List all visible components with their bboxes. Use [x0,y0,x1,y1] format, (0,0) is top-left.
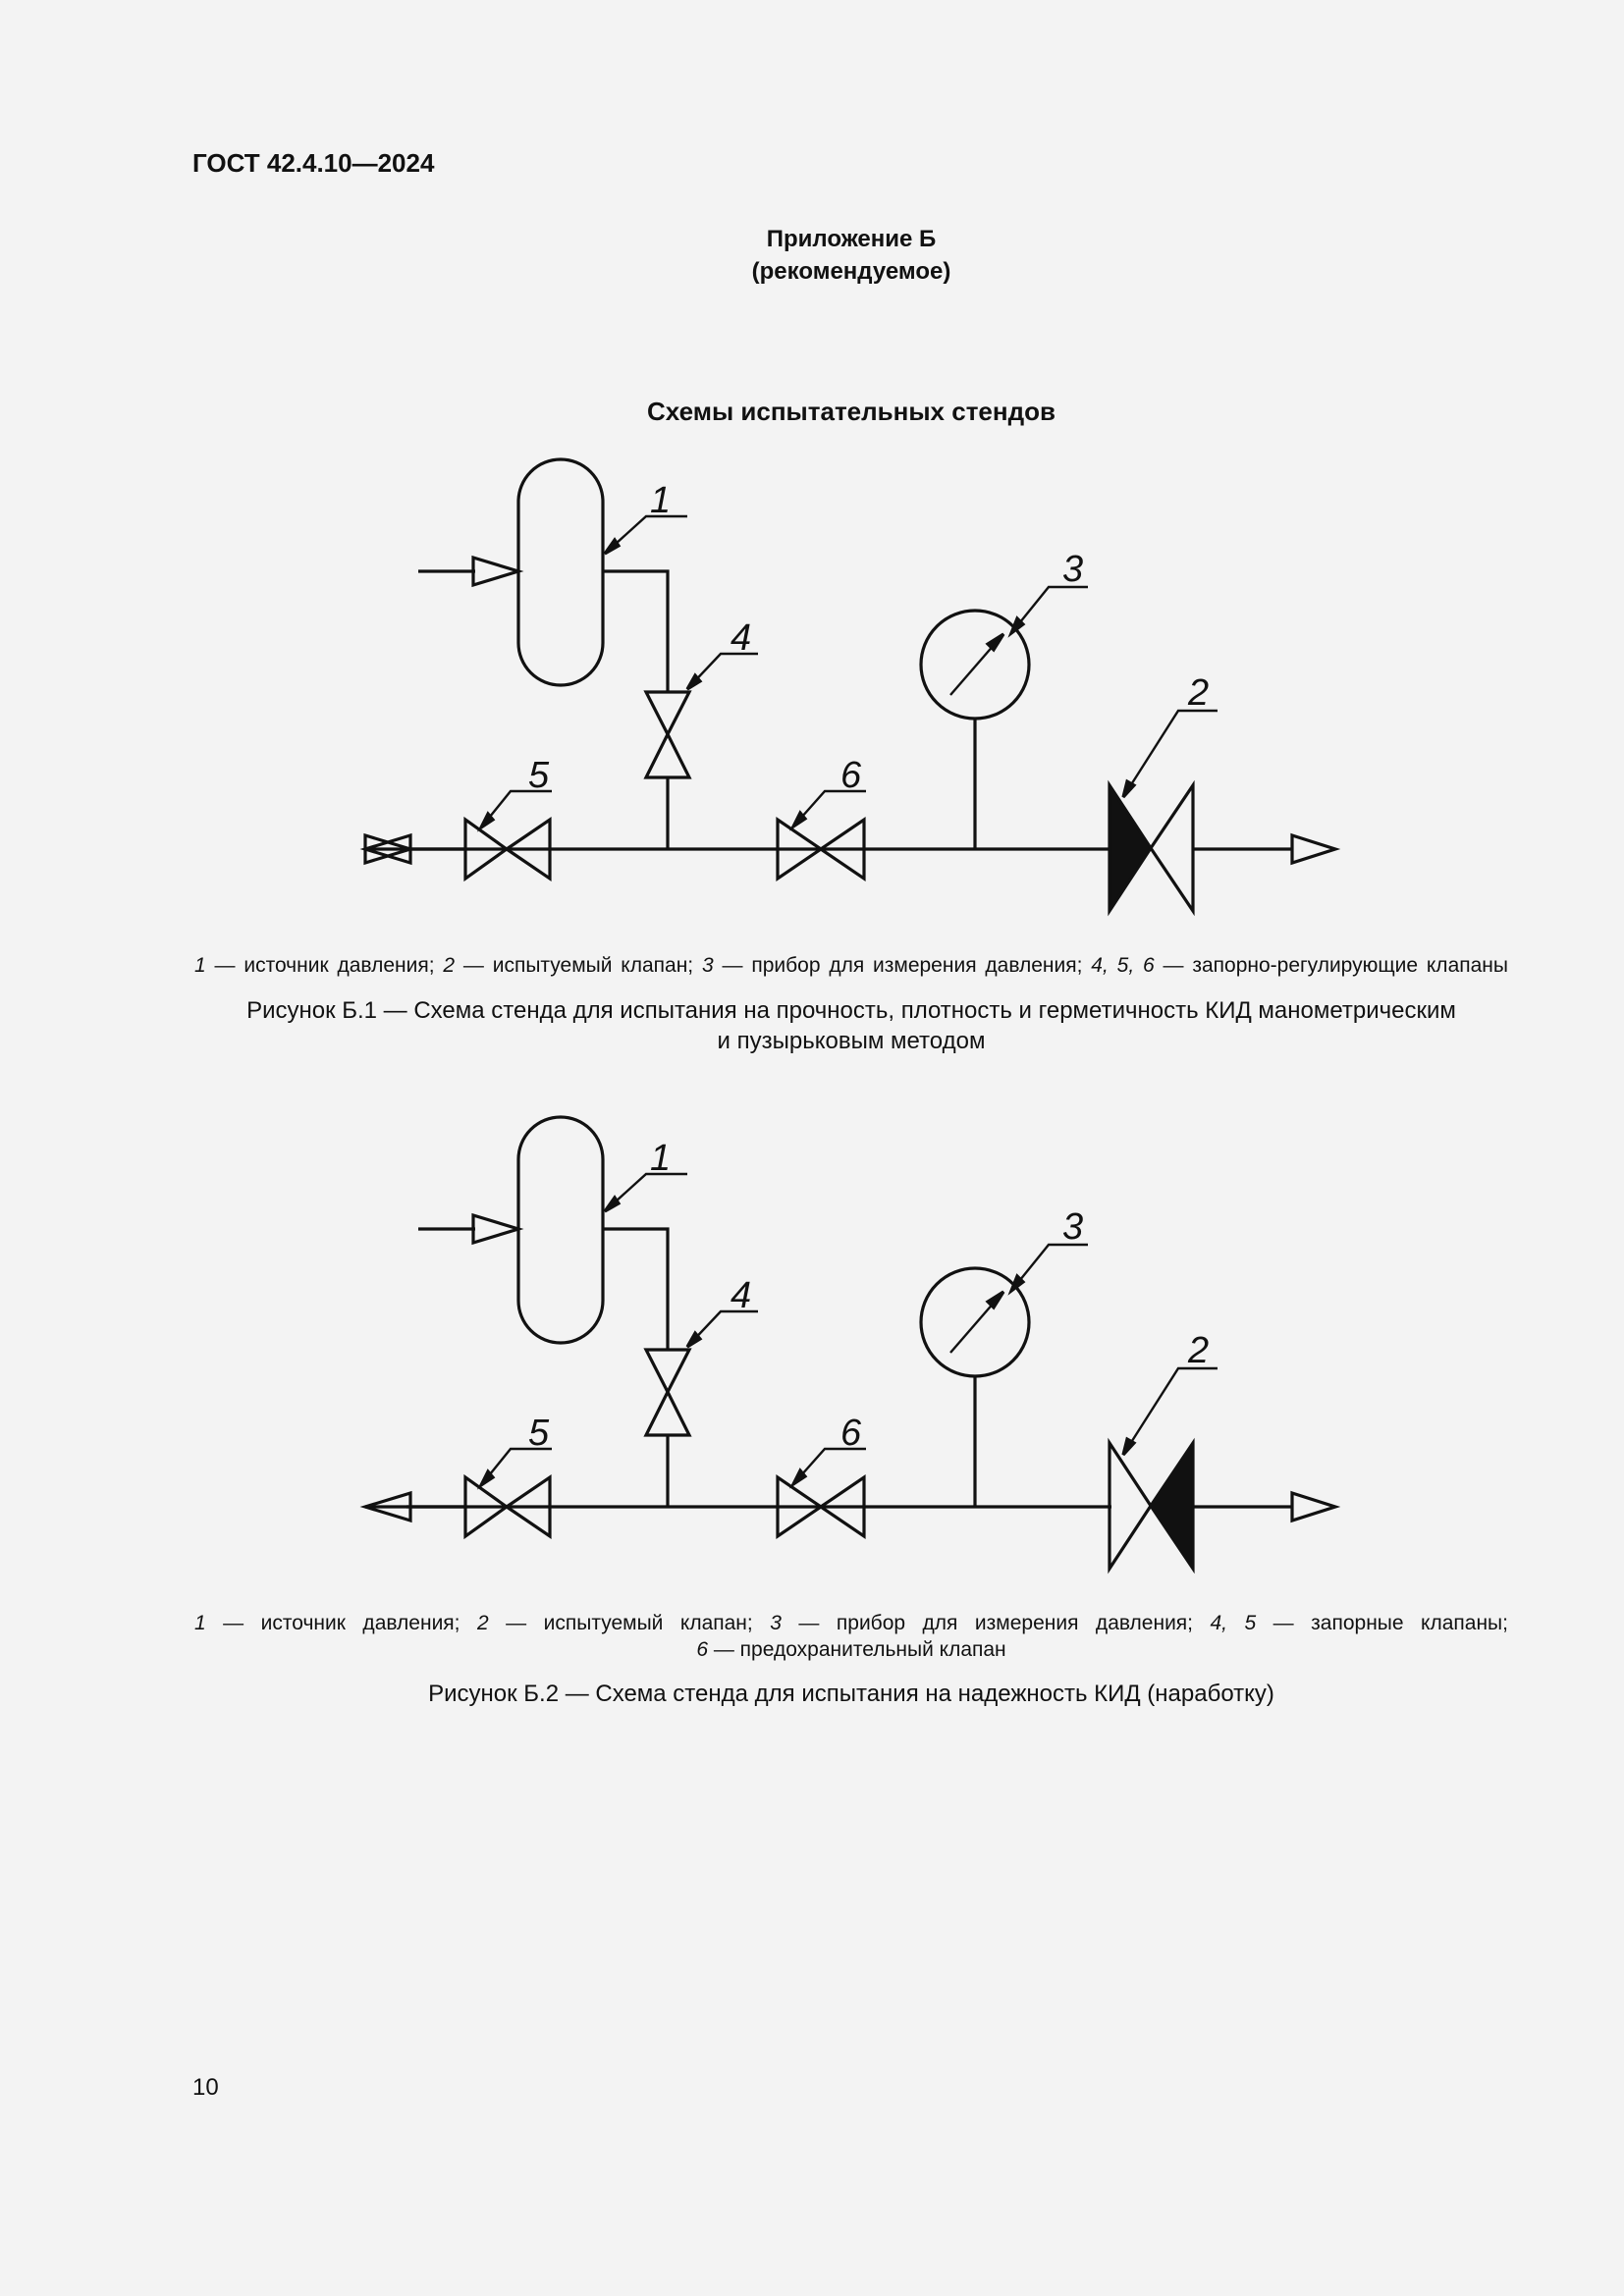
section-title: Схемы испытательных стендов [647,397,1056,426]
appendix-type: (рекомендуемое) [751,258,951,285]
label-6: 6 [840,1413,862,1454]
figure-1-caption-line-2: и пузырьковым методом [717,1028,986,1054]
document-code: ГОСТ 42.4.10—2024 [192,148,435,178]
label-5: 5 [528,755,550,796]
page-number: 10 [192,2074,219,2101]
figure-1-caption-line-1: Рисунок Б.1 — Схема стенда для испытания на прочность, плотность и герметичность КИД манометрическим [246,997,1456,1024]
inlet-arrow-icon [473,1215,518,1243]
label-1: 1 [650,1138,672,1179]
figure-2-legend-line-1: 1 — источник давления; 2 — испытуемый клапан; 3 — прибор для измерения давления; 4, 5 — запорные клапаны; [194,1612,1508,1634]
valve-4 [646,692,689,777]
label-3: 3 [1062,1206,1084,1248]
test-valve-2-left [1110,1443,1151,1569]
label-4: 4 [731,1275,752,1316]
figure-1-diagram [0,432,1624,942]
outlet-arrow-icon [1292,1493,1335,1521]
inlet-arrow-icon [473,558,518,585]
figure-1-legend: 1 — источник давления; 2 — испытуемый клапан; 3 — прибор для измерения давления; 4, 5, 6 — запорно-регулирующие клапаны [194,954,1508,977]
appendix-title: Приложение Б [766,226,937,252]
label-4: 4 [731,617,752,659]
test-valve-2-right [1151,785,1193,911]
label-1: 1 [650,480,672,521]
figure-2-caption: Рисунок Б.2 — Схема стенда для испытания на надежность КИД (наработку) [428,1681,1274,1707]
figure-2-diagram [0,1090,1624,1600]
label-6: 6 [840,755,862,796]
vessel-outlet-line [603,571,668,692]
valve-4 [646,1350,689,1435]
figure-2-legend-line-2: 6 — предохранительный клапан [696,1638,1006,1661]
label-5: 5 [528,1413,550,1454]
pressure-source-vessel [518,1117,603,1343]
label-2: 2 [1188,672,1210,714]
test-valve-2-left [1110,785,1151,911]
label-3: 3 [1062,549,1084,590]
test-valve-2-right [1151,1443,1193,1569]
outlet-arrow-icon [1292,835,1335,863]
pressure-source-vessel [518,459,603,685]
label-2: 2 [1188,1330,1210,1371]
vessel-outlet-line [603,1229,668,1350]
